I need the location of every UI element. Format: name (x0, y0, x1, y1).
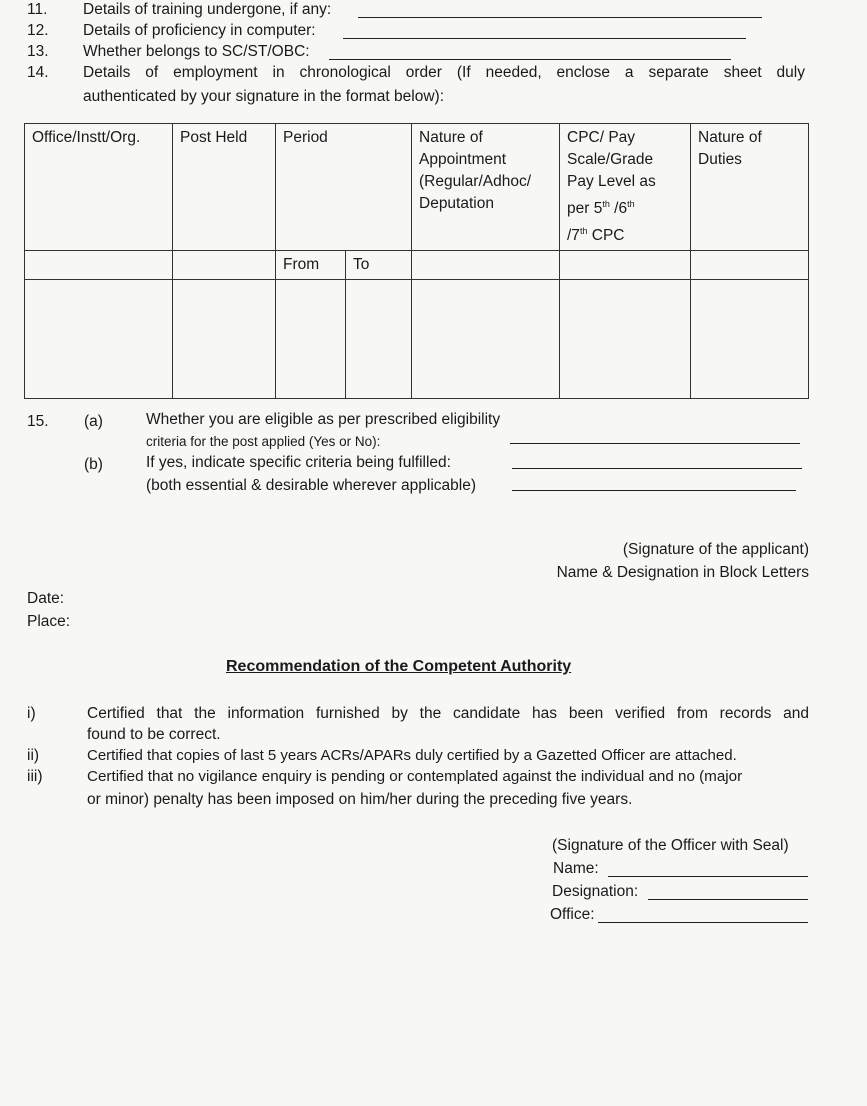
category-field[interactable] (329, 59, 731, 60)
item-14-label-line1: Details of employment in chronological order (If needed, enclose a separate sheet duly (83, 64, 805, 81)
item-15a-text-line1: Whether you are eligible as per prescribed eligibility (146, 411, 501, 428)
officer-name-field[interactable] (608, 876, 808, 877)
officer-office-field[interactable] (598, 922, 808, 923)
cert-iii-number: iii) (27, 768, 43, 785)
entry-nature[interactable] (412, 280, 560, 399)
applicant-name-designation-label: Name & Designation in Block Letters (556, 564, 809, 581)
officer-signature-label: (Signature of the Officer with Seal) (552, 837, 789, 854)
header-period: Period (276, 124, 412, 251)
officer-designation-label: Designation: (552, 883, 639, 900)
item-11-number: 11. (27, 1, 48, 18)
item-15b-text-line1: If yes, indicate specific criteria being fulfilled: (146, 454, 451, 471)
subheader-cell (25, 251, 173, 280)
entry-duties[interactable] (691, 280, 809, 399)
subheader-cell (560, 251, 691, 280)
employment-table (24, 123, 809, 399)
cert-i-text-line1: Certified that the information furnished by the candidate has been verified from records and (87, 705, 809, 722)
entry-from[interactable] (276, 280, 346, 399)
cert-iii-text-line2: or minor) penalty has been imposed on him/her during the preceding five years. (87, 791, 633, 808)
item-11-label: Details of training undergone, if any: (83, 1, 332, 18)
criteria-field-2[interactable] (512, 490, 796, 491)
item-12-label: Details of proficiency in computer: (83, 22, 316, 39)
date-label: Date: (27, 590, 65, 607)
item-15b-label: (b) (84, 456, 103, 473)
recommendation-heading: Recommendation of the Competent Authority (226, 658, 572, 675)
entry-post[interactable] (173, 280, 276, 399)
computer-proficiency-field[interactable] (343, 38, 746, 39)
entry-to[interactable] (346, 280, 412, 399)
header-office: Office/Instt/Org. (25, 124, 173, 251)
subheader-from: From (276, 251, 346, 280)
item-15a-label: (a) (84, 413, 103, 430)
header-post-held: Post Held (173, 124, 276, 251)
item-12-number: 12. (27, 22, 49, 39)
item-15a-text-line2: criteria for the post applied (Yes or No): (146, 434, 381, 449)
entry-office[interactable] (25, 280, 173, 399)
item-13-number: 13. (27, 43, 49, 60)
criteria-field[interactable] (512, 468, 802, 469)
subheader-cell (173, 251, 276, 280)
item-15-number: 15. (27, 413, 49, 430)
subheader-cell (412, 251, 560, 280)
item-14-label-line2: authenticated by your signature in the format below): (83, 88, 445, 105)
cert-i-number: i) (27, 705, 36, 722)
cert-iii-text-line1: Certified that no vigilance enquiry is pending or contemplated against the individual and no (major (87, 768, 743, 785)
training-field[interactable] (358, 17, 762, 18)
officer-designation-field[interactable] (648, 899, 808, 900)
cert-i-text-line2: found to be correct. (87, 726, 221, 743)
header-nature-duties: Nature of Duties (691, 124, 809, 251)
item-14-number: 14. (27, 64, 49, 81)
officer-office-label: Office: (550, 906, 595, 923)
subheader-to: To (346, 251, 412, 280)
cert-ii-text: Certified that copies of last 5 years ACRs/APARs duly certified by a Gazetted Officer are attached. (87, 747, 737, 764)
item-15b-text-line2: (both essential & desirable wherever applicable) (146, 477, 476, 494)
applicant-signature-label: (Signature of the applicant) (622, 541, 809, 558)
subheader-cell (691, 251, 809, 280)
officer-name-label: Name: (553, 860, 599, 877)
entry-cpc[interactable] (560, 280, 691, 399)
header-cpc-pay-scale: CPC/ Pay Scale/Grade Pay Level as per 5th /6th /7th CPC (560, 124, 691, 251)
place-label: Place: (27, 613, 71, 630)
eligibility-field[interactable] (510, 443, 800, 444)
cert-ii-number: ii) (27, 747, 40, 764)
header-nature-appointment: Nature of Appointment (Regular/Adhoc/ Deputation (412, 124, 560, 251)
item-13-label: Whether belongs to SC/ST/OBC: (83, 43, 310, 60)
